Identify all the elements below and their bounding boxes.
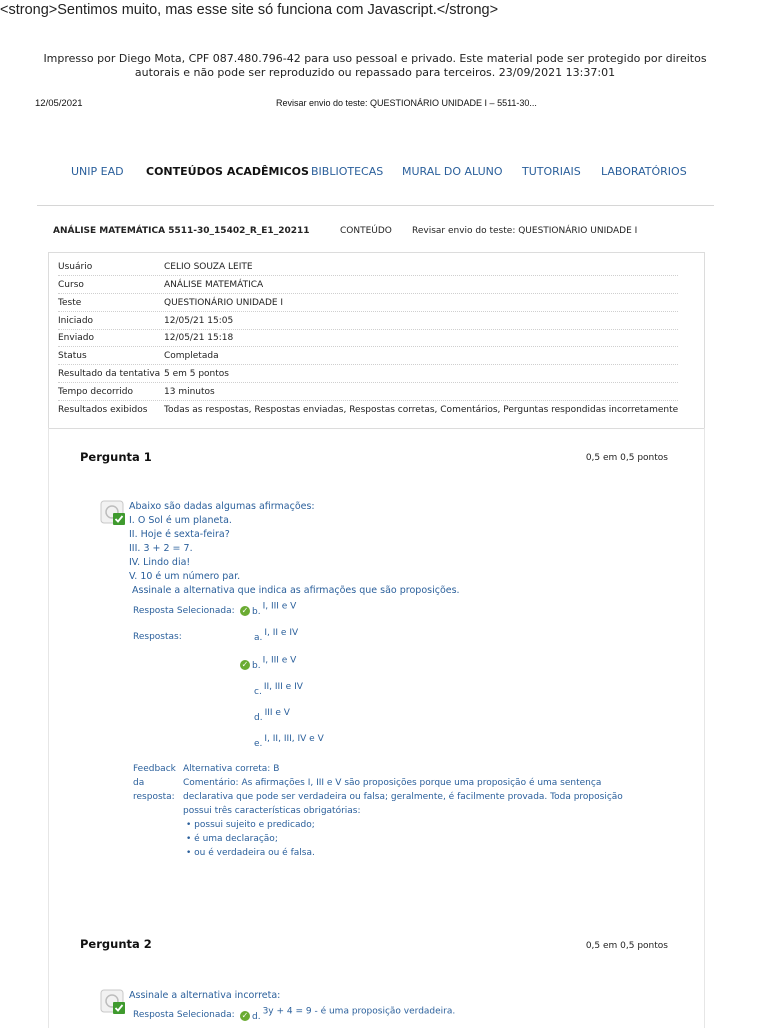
nav-tutoriais[interactable]: TUTORIAIS bbox=[522, 165, 581, 178]
info-value: Todas as respostas, Respostas enviadas, Respostas corretas, Comentários, Perguntas respondidas incorretamente bbox=[164, 405, 679, 415]
option-text: II, III e IV bbox=[263, 682, 303, 692]
answer-option-e bbox=[254, 734, 324, 749]
info-value: 5 em 5 pontos bbox=[164, 369, 229, 379]
option-letter: b. bbox=[252, 606, 261, 617]
info-value: CELIO SOUZA LEITE bbox=[164, 262, 253, 272]
feedback-line: • é uma declaração; bbox=[186, 834, 278, 844]
nojs-notice: <strong>Sentimos muito, mas esse site só funciona com Javascript.</strong> bbox=[0, 2, 499, 18]
info-value: QUESTIONÁRIO UNIDADE I bbox=[164, 298, 284, 308]
question-1-score: 0,5 em 0,5 pontos bbox=[585, 453, 668, 463]
feedback-line: Alternativa correta: B bbox=[183, 764, 280, 774]
info-row bbox=[58, 401, 678, 418]
option-text: I, III e V bbox=[262, 655, 297, 666]
statement-line: I. O Sol é um planeta. bbox=[129, 515, 232, 526]
info-label: Teste bbox=[58, 298, 82, 308]
selected-answer bbox=[240, 1006, 456, 1022]
info-label: Enviado bbox=[58, 333, 94, 343]
print-header-date: 12/05/2021 bbox=[35, 98, 83, 109]
info-row bbox=[58, 294, 678, 312]
info-value: ANÁLISE MATEMÁTICA bbox=[164, 280, 264, 290]
option-text: I, II e IV bbox=[264, 628, 299, 638]
info-label: Status bbox=[58, 351, 87, 361]
nav-mural-do-aluno[interactable]: MURAL DO ALUNO bbox=[402, 165, 503, 178]
info-label: Iniciado bbox=[58, 316, 94, 326]
statement-line: II. Hoje é sexta-feira? bbox=[129, 529, 230, 540]
selected-answer-label: Resposta Selecionada: bbox=[133, 1010, 235, 1020]
question-correct-icon bbox=[100, 989, 126, 1015]
info-label: Usuário bbox=[58, 262, 93, 272]
option-letter: d. bbox=[254, 713, 263, 723]
check-icon: ✓ bbox=[241, 660, 249, 669]
info-value: Completada bbox=[164, 351, 219, 361]
info-row bbox=[58, 258, 678, 276]
info-label: Curso bbox=[58, 280, 84, 290]
question-1-title: Pergunta 1 bbox=[80, 450, 152, 464]
answer-option-b bbox=[240, 655, 297, 671]
feedback-label-line: da bbox=[133, 778, 145, 788]
statement-line: V. 10 é um número par. bbox=[129, 571, 241, 582]
info-label: Resultados exibidos bbox=[58, 405, 148, 415]
info-row bbox=[58, 383, 678, 401]
option-text: I, III e V bbox=[262, 601, 297, 612]
info-row bbox=[58, 365, 678, 383]
info-row bbox=[58, 347, 678, 365]
selected-answer bbox=[240, 601, 297, 617]
nav-unip-ead[interactable]: UNIP EAD bbox=[71, 165, 124, 178]
nav-laboratorios[interactable]: LABORATÓRIOS bbox=[601, 165, 687, 178]
breadcrumb-section[interactable]: CONTEÚDO bbox=[340, 226, 392, 236]
statement-line: Assinale a alternativa incorreta: bbox=[129, 990, 281, 1001]
breadcrumb-page: Revisar envio do teste: QUESTIONÁRIO UNIDADE I bbox=[412, 226, 638, 236]
info-value: 12/05/21 15:05 bbox=[164, 316, 234, 326]
answer-option-c bbox=[254, 682, 303, 697]
info-row bbox=[58, 329, 678, 347]
breadcrumb-course[interactable]: ANÁLISE MATEMÁTICA 5511-30_15402_R_E1_20211 bbox=[53, 226, 310, 236]
feedback-label-line: Feedback bbox=[133, 764, 176, 774]
question-2-statement bbox=[129, 989, 280, 1003]
option-letter: b. bbox=[252, 660, 261, 671]
nav-conteudos-academicos[interactable]: CONTEÚDOS ACADÊMICOS bbox=[146, 165, 309, 178]
question-correct-icon bbox=[100, 500, 126, 526]
statement-line: III. 3 + 2 = 7. bbox=[129, 543, 193, 554]
statement-line: Assinale a alternativa que indica as afirmações que são proposições. bbox=[132, 585, 460, 596]
info-label: Resultado da tentativa bbox=[58, 369, 161, 379]
option-text: III e V bbox=[264, 708, 290, 718]
print-header-title: Revisar envio do teste: QUESTIONÁRIO UNIDADE I – 5511-30... bbox=[276, 98, 537, 108]
feedback-line: • possui sujeito e predicado; bbox=[186, 820, 315, 830]
question-1-statement bbox=[129, 500, 460, 598]
question-2-score: 0,5 em 0,5 pontos bbox=[585, 941, 668, 951]
question-2-title: Pergunta 2 bbox=[80, 937, 152, 951]
option-letter: a. bbox=[254, 633, 263, 643]
attempt-info-table bbox=[48, 252, 705, 429]
nav-bibliotecas[interactable]: BIBLIOTECAS bbox=[311, 165, 384, 178]
check-icon: ✓ bbox=[241, 1011, 249, 1020]
option-letter: e. bbox=[254, 739, 263, 749]
info-label: Tempo decorrido bbox=[58, 387, 134, 397]
info-row bbox=[58, 276, 678, 294]
option-text: 3y + 4 = 9 - é uma proposição verdadeira. bbox=[262, 1006, 456, 1017]
feedback-label-line: resposta: bbox=[133, 792, 175, 802]
feedback-label bbox=[133, 762, 176, 804]
feedback-text bbox=[183, 762, 643, 860]
info-value: 12/05/21 15:18 bbox=[164, 333, 234, 343]
print-note: Impresso por Diego Mota, CPF 087.480.796-42 para uso pessoal e privado. Este material pode ser protegido por direitos autorais e não pode ser reproduzido ou repassado para terceiros. 23/09/2021 13:37:01 bbox=[43, 52, 707, 79]
statement-line: Abaixo são dadas algumas afirmações: bbox=[129, 501, 315, 512]
answers-label: Respostas: bbox=[133, 632, 182, 642]
selected-answer-label: Resposta Selecionada: bbox=[133, 606, 235, 616]
option-letter: d. bbox=[252, 1011, 261, 1022]
statement-line: IV. Lindo dia! bbox=[129, 557, 191, 568]
nav-divider bbox=[37, 205, 714, 206]
feedback-line: Comentário: As afirmações I, III e V são proposições porque uma proposição é uma sentença declarativa que pode ser verdadeira ou falsa; geralmente, é facilmente provada. Toda proposição possui três características obrigatórias: bbox=[183, 778, 623, 816]
feedback-line: • ou é verdadeira ou é falsa. bbox=[186, 848, 315, 858]
option-letter: c. bbox=[254, 687, 262, 697]
check-icon: ✓ bbox=[241, 606, 249, 615]
option-text: I, II, III, IV e V bbox=[264, 734, 324, 744]
info-value: 13 minutos bbox=[164, 387, 215, 397]
answer-option-d bbox=[254, 708, 290, 723]
info-row bbox=[58, 312, 678, 330]
answer-option-a bbox=[254, 628, 299, 643]
